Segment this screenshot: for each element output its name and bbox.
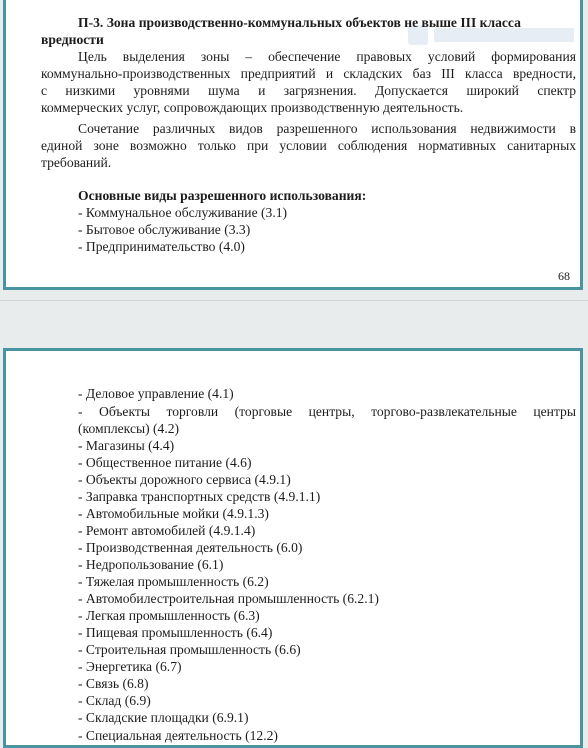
use-item: - Пищевая промышленность (6.4) — [78, 625, 273, 640]
use-item: - Строительная промышленность (6.6) — [78, 642, 301, 657]
use-item: - Легкая промышленность (6.3) — [78, 608, 260, 623]
use-item: - Предпринимательство (4.0) — [78, 239, 245, 254]
intro-line-1: Цель выделения зоны – обеспечение правовых условий формирования — [78, 49, 576, 64]
use-item: - Тяжелая промышленность (6.2) — [78, 574, 269, 589]
use-item: - Общественное питание (4.6) — [78, 455, 252, 470]
use-item: - Автомобилестроительная промышленность (6.2.1) — [78, 591, 379, 606]
intro-line-3: с низкими уровнями шума и загрязнения. Допускается широкий спектр — [41, 83, 576, 98]
use-item: - Связь (6.8) — [78, 676, 149, 691]
use-item: - Складские площадки (6.9.1) — [78, 710, 249, 725]
use-item: - Объекты торговли (торговые центры, торгово-развлекательные центры — [78, 404, 576, 419]
use-item: - Энергетика (6.7) — [78, 659, 182, 674]
use-item: - Производственная деятельность (6.0) — [78, 540, 303, 555]
use-item: - Деловое управление (4.1) — [78, 386, 234, 401]
use-item: - Специальная деятельность (12.2) — [78, 728, 278, 743]
zone-heading-line-2: вредности — [41, 32, 104, 47]
use-item: - Бытовое обслуживание (3.3) — [78, 222, 251, 237]
page-number: 68 — [558, 269, 570, 283]
intro-line-4: коммерческих услуг, сопровождающих производственную деятельность. — [41, 100, 464, 115]
combo-line-1: Сочетание различных видов разрешенного использования недвижимости в — [78, 121, 576, 136]
use-item: - Объекты дорожного сервиса (4.9.1) — [78, 472, 291, 487]
use-item: - Недропользование (6.1) — [78, 557, 224, 572]
page-separator — [0, 300, 588, 301]
use-item: - Склад (6.9) — [78, 693, 151, 708]
use-item: - Магазины (4.4) — [78, 438, 175, 453]
combo-line-2: единой зоне возможно только при условии соблюдения нормативных санитарных — [41, 138, 576, 153]
uses-heading: Основные виды разрешенного использования: — [78, 188, 367, 203]
intro-line-2: коммунально-производственных предприятий и складских баз III класса вредности, — [41, 66, 576, 81]
use-item: - Автомобильные мойки (4.9.1.3) — [78, 506, 269, 521]
combo-line-3: требований. — [41, 155, 112, 170]
zone-heading-line-1: П-3. Зона производственно-коммунальных объектов не выше III класса — [78, 15, 521, 30]
document-page-68 — [3, 0, 583, 290]
use-item: - Заправка транспортных средств (4.9.1.1) — [78, 489, 321, 504]
document-page-69 — [3, 348, 583, 748]
use-item: - Ремонт автомобилей (4.9.1.4) — [78, 523, 256, 538]
use-item: - Коммунальное обслуживание (3.1) — [78, 205, 288, 220]
use-item-continuation: (комплексы) (4.2) — [78, 421, 180, 436]
